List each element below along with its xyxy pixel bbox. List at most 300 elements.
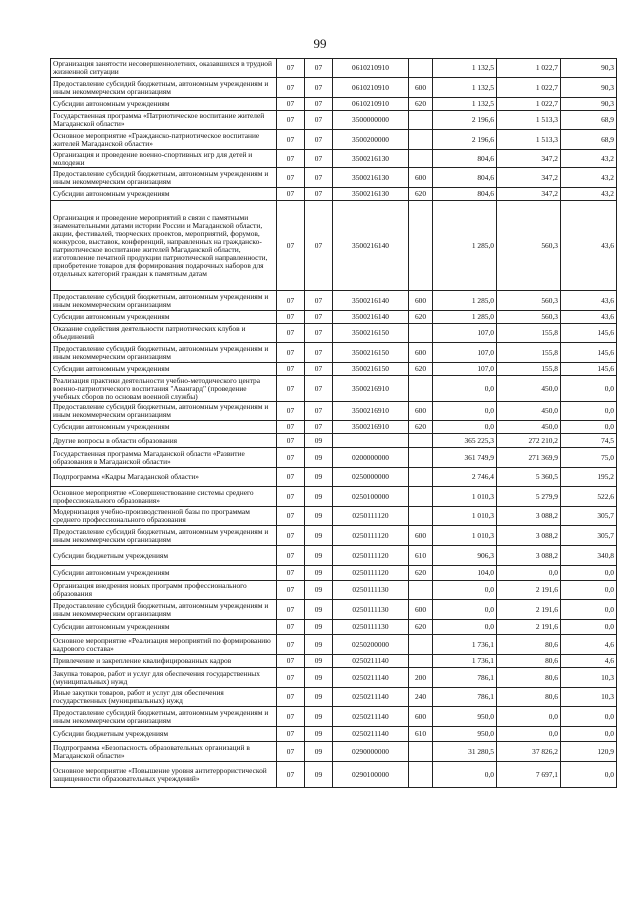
subsection-code: 07 (305, 291, 333, 311)
execution-percent: 0,0 (561, 620, 617, 635)
section-code: 07 (277, 363, 305, 376)
execution-percent: 0,0 (561, 762, 617, 788)
row-name: Основное мероприятие «Совершенствование системы среднего профессионального образования» (51, 487, 277, 507)
subsection-code: 09 (305, 600, 333, 620)
expense-type-code (409, 111, 433, 130)
execution-percent: 0,0 (561, 402, 617, 421)
row-name: Субсидии автономным учреждениям (51, 188, 277, 201)
actual-amount: 450,0 (497, 421, 561, 434)
actual-amount: 1 513,3 (497, 130, 561, 150)
planned-amount: 104,0 (433, 566, 497, 581)
execution-percent: 68,9 (561, 111, 617, 130)
execution-percent: 10,3 (561, 668, 617, 688)
table-row (51, 188, 617, 201)
expense-type-code: 620 (409, 566, 433, 581)
subsection-code: 09 (305, 581, 333, 600)
section-code: 07 (277, 150, 305, 168)
subsection-code: 07 (305, 130, 333, 150)
planned-amount: 361 749,9 (433, 448, 497, 468)
actual-amount: 271 369,9 (497, 448, 561, 468)
table-row (51, 688, 617, 707)
table-row (51, 707, 617, 727)
target-article-code: 0250111120 (333, 526, 409, 546)
planned-amount: 0,0 (433, 581, 497, 600)
table-row (51, 507, 617, 526)
table-row (51, 655, 617, 668)
row-name: Субсидии бюджетным учреждениям (51, 546, 277, 566)
target-article-code: 0250111120 (333, 546, 409, 566)
table-row (51, 421, 617, 434)
subsection-code: 09 (305, 688, 333, 707)
execution-percent: 43,2 (561, 168, 617, 188)
expense-type-code: 600 (409, 600, 433, 620)
section-code: 07 (277, 742, 305, 762)
expense-type-code: 620 (409, 421, 433, 434)
row-name: Организация и проведение мероприятий в связи с памятными знаменательными датами истории России и Магаданской области, акции, фестивалей, творческих проектов, мероприятий, форумов, конкурсов, выставок, конференций, направленных на гражданско-патриотическое воспитание жителей Магаданской области, изготовление печатной продукции патриотической направленности, приобретение товаров для формирования подарочных наборов для отдельных категорий граждан к памятным датам (51, 201, 277, 291)
actual-amount: 2 191,6 (497, 600, 561, 620)
actual-amount: 272 210,2 (497, 434, 561, 448)
execution-percent: 4,6 (561, 655, 617, 668)
expense-type-code: 600 (409, 526, 433, 546)
row-name: Предоставление субсидий бюджетным, автономным учреждениям и иным некоммерческим организациям (51, 78, 277, 98)
table-row (51, 526, 617, 546)
subsection-code: 09 (305, 487, 333, 507)
section-code: 07 (277, 291, 305, 311)
planned-amount: 2 746,4 (433, 468, 497, 487)
table-row (51, 59, 617, 78)
target-article-code: 3500216140 (333, 311, 409, 324)
execution-percent: 145,6 (561, 343, 617, 363)
actual-amount: 5 279,9 (497, 487, 561, 507)
actual-amount: 3 088,2 (497, 546, 561, 566)
row-name: Иные закупки товаров, работ и услуг для обеспечения государственных (муниципальных) нужд (51, 688, 277, 707)
execution-percent: 0,0 (561, 376, 617, 402)
target-article-code: 0250111120 (333, 507, 409, 526)
subsection-code: 07 (305, 363, 333, 376)
execution-percent: 43,6 (561, 201, 617, 291)
planned-amount: 786,1 (433, 688, 497, 707)
section-code: 07 (277, 655, 305, 668)
section-code: 07 (277, 130, 305, 150)
table-row (51, 111, 617, 130)
planned-amount: 2 196,6 (433, 130, 497, 150)
actual-amount: 1 022,7 (497, 98, 561, 111)
section-code: 07 (277, 98, 305, 111)
row-name: Предоставление субсидий бюджетным, автономным учреждениям и иным некоммерческим организациям (51, 343, 277, 363)
subsection-code: 09 (305, 620, 333, 635)
actual-amount: 560,3 (497, 291, 561, 311)
subsection-code: 09 (305, 546, 333, 566)
actual-amount: 37 826,2 (497, 742, 561, 762)
subsection-code: 09 (305, 468, 333, 487)
target-article-code: 0250211140 (333, 727, 409, 742)
expense-type-code: 620 (409, 188, 433, 201)
table-row (51, 635, 617, 655)
expense-type-code (409, 376, 433, 402)
planned-amount: 0,0 (433, 376, 497, 402)
subsection-code: 07 (305, 311, 333, 324)
section-code: 07 (277, 507, 305, 526)
section-code: 07 (277, 526, 305, 546)
expense-type-code: 610 (409, 546, 433, 566)
planned-amount: 786,1 (433, 668, 497, 688)
row-name: Субсидии автономным учреждениям (51, 620, 277, 635)
planned-amount: 0,0 (433, 421, 497, 434)
planned-amount: 0,0 (433, 762, 497, 788)
section-code: 07 (277, 707, 305, 727)
target-article-code: 0250211140 (333, 655, 409, 668)
actual-amount: 0,0 (497, 566, 561, 581)
section-code: 07 (277, 421, 305, 434)
subsection-code: 07 (305, 201, 333, 291)
section-code: 07 (277, 600, 305, 620)
row-name: Предоставление субсидий бюджетным, автономным учреждениям и иным некоммерческим организациям (51, 600, 277, 620)
row-name: Государственная программа «Патриотическое воспитание жителей Магаданской области» (51, 111, 277, 130)
actual-amount: 1 022,7 (497, 59, 561, 78)
expense-type-code: 600 (409, 291, 433, 311)
execution-percent: 90,3 (561, 98, 617, 111)
subsection-code: 07 (305, 111, 333, 130)
execution-percent: 522,6 (561, 487, 617, 507)
table-row (51, 434, 617, 448)
row-name: Субсидии автономным учреждениям (51, 363, 277, 376)
planned-amount: 2 196,6 (433, 111, 497, 130)
section-code: 07 (277, 376, 305, 402)
expense-type-code (409, 201, 433, 291)
actual-amount: 1 513,3 (497, 111, 561, 130)
execution-percent: 0,0 (561, 707, 617, 727)
subsection-code: 07 (305, 188, 333, 201)
section-code: 07 (277, 188, 305, 201)
execution-percent: 68,9 (561, 130, 617, 150)
expense-type-code: 610 (409, 727, 433, 742)
target-article-code: 0250000000 (333, 468, 409, 487)
expense-type-code: 600 (409, 168, 433, 188)
planned-amount: 0,0 (433, 620, 497, 635)
table-row (51, 376, 617, 402)
actual-amount: 347,2 (497, 150, 561, 168)
row-name: Основное мероприятие «Повышение уровня антитеррористической защищенности образовательных учреждений» (51, 762, 277, 788)
subsection-code: 07 (305, 59, 333, 78)
execution-percent: 10,3 (561, 688, 617, 707)
subsection-code: 09 (305, 707, 333, 727)
expense-type-code (409, 487, 433, 507)
section-code: 07 (277, 201, 305, 291)
actual-amount: 0,0 (497, 727, 561, 742)
expense-type-code: 620 (409, 363, 433, 376)
target-article-code: 3500216130 (333, 150, 409, 168)
section-code: 07 (277, 324, 305, 343)
subsection-code: 09 (305, 526, 333, 546)
actual-amount: 560,3 (497, 201, 561, 291)
expense-type-code (409, 150, 433, 168)
row-name: Субсидии бюджетным учреждениям (51, 727, 277, 742)
section-code: 07 (277, 402, 305, 421)
subsection-code: 07 (305, 98, 333, 111)
actual-amount: 155,8 (497, 324, 561, 343)
expense-type-code: 600 (409, 78, 433, 98)
planned-amount: 107,0 (433, 324, 497, 343)
row-name: Предоставление субсидий бюджетным, автономным учреждениям и иным некоммерческим организациям (51, 291, 277, 311)
planned-amount: 365 225,3 (433, 434, 497, 448)
table-row (51, 581, 617, 600)
execution-percent: 74,5 (561, 434, 617, 448)
planned-amount: 906,3 (433, 546, 497, 566)
target-article-code: 0250100000 (333, 487, 409, 507)
table-row (51, 566, 617, 581)
target-article-code (333, 434, 409, 448)
table-body (51, 59, 617, 788)
row-name: Основное мероприятие «Реализация мероприятий по формированию кадрового состава» (51, 635, 277, 655)
target-article-code: 0250211140 (333, 688, 409, 707)
section-code: 07 (277, 581, 305, 600)
target-article-code: 3500216150 (333, 343, 409, 363)
target-article-code: 3500216150 (333, 363, 409, 376)
target-article-code: 3500216910 (333, 376, 409, 402)
expense-type-code (409, 59, 433, 78)
planned-amount: 1 285,0 (433, 201, 497, 291)
subsection-code: 07 (305, 150, 333, 168)
expense-type-code: 600 (409, 343, 433, 363)
section-code: 07 (277, 111, 305, 130)
table-row (51, 363, 617, 376)
subsection-code: 07 (305, 168, 333, 188)
row-name: Основное мероприятие «Гражданско-патриотическое воспитание жителей Магаданской области» (51, 130, 277, 150)
section-code: 07 (277, 635, 305, 655)
execution-percent: 43,6 (561, 291, 617, 311)
execution-percent: 43,2 (561, 150, 617, 168)
execution-percent: 195,2 (561, 468, 617, 487)
actual-amount: 3 088,2 (497, 507, 561, 526)
table-row (51, 487, 617, 507)
target-article-code: 3500216910 (333, 421, 409, 434)
execution-percent: 145,6 (561, 363, 617, 376)
actual-amount: 5 360,5 (497, 468, 561, 487)
execution-percent: 145,6 (561, 324, 617, 343)
row-name: Субсидии автономным учреждениям (51, 311, 277, 324)
execution-percent: 0,0 (561, 581, 617, 600)
expense-type-code (409, 130, 433, 150)
table-row (51, 762, 617, 788)
target-article-code: 3500200000 (333, 130, 409, 150)
target-article-code: 0250111130 (333, 600, 409, 620)
execution-percent: 0,0 (561, 727, 617, 742)
subsection-code: 09 (305, 507, 333, 526)
row-name: Предоставление субсидий бюджетным, автономным учреждениям и иным некоммерческим организациям (51, 526, 277, 546)
row-name: Организация и проведение военно-спортивных игр для детей и молодежи (51, 150, 277, 168)
row-name: Закупка товаров, работ и услуг для обеспечения государственных (муниципальных) нужд (51, 668, 277, 688)
subsection-code: 09 (305, 566, 333, 581)
actual-amount: 80,6 (497, 668, 561, 688)
planned-amount: 0,0 (433, 600, 497, 620)
planned-amount: 1 132,5 (433, 98, 497, 111)
execution-percent: 305,7 (561, 507, 617, 526)
row-name: Предоставление субсидий бюджетным, автономным учреждениям и иным некоммерческим организациям (51, 402, 277, 421)
section-code: 07 (277, 448, 305, 468)
table-row (51, 448, 617, 468)
execution-percent: 75,0 (561, 448, 617, 468)
subsection-code: 07 (305, 402, 333, 421)
row-name: Организация занятости несовершеннолетних, оказавшихся в трудной жизненной ситуации (51, 59, 277, 78)
table-row (51, 343, 617, 363)
subsection-code: 07 (305, 421, 333, 434)
target-article-code: 0250111120 (333, 566, 409, 581)
execution-percent: 305,7 (561, 526, 617, 546)
expense-type-code (409, 324, 433, 343)
expense-type-code (409, 742, 433, 762)
expense-type-code (409, 434, 433, 448)
table-row (51, 168, 617, 188)
row-name: Подпрограмма «Безопасность образовательных организаций в Магаданской области» (51, 742, 277, 762)
actual-amount: 450,0 (497, 376, 561, 402)
table-row (51, 311, 617, 324)
section-code: 07 (277, 668, 305, 688)
table-row (51, 668, 617, 688)
target-article-code: 0610210910 (333, 78, 409, 98)
actual-amount: 7 697,1 (497, 762, 561, 788)
planned-amount: 1 285,0 (433, 311, 497, 324)
target-article-code: 0250111130 (333, 581, 409, 600)
planned-amount: 804,6 (433, 168, 497, 188)
row-name: Субсидии автономным учреждениям (51, 98, 277, 111)
section-code: 07 (277, 59, 305, 78)
expense-type-code (409, 635, 433, 655)
row-name: Подпрограмма «Кадры Магаданской области» (51, 468, 277, 487)
execution-percent: 90,3 (561, 78, 617, 98)
section-code: 07 (277, 311, 305, 324)
planned-amount: 1 736,1 (433, 635, 497, 655)
planned-amount: 31 280,5 (433, 742, 497, 762)
actual-amount: 80,6 (497, 655, 561, 668)
row-name: Предоставление субсидий бюджетным, автономным учреждениям и иным некоммерческим организациям (51, 168, 277, 188)
actual-amount: 0,0 (497, 707, 561, 727)
target-article-code: 3500000000 (333, 111, 409, 130)
planned-amount: 1 010,3 (433, 526, 497, 546)
target-article-code: 0290000000 (333, 742, 409, 762)
expense-type-code: 240 (409, 688, 433, 707)
table-row (51, 201, 617, 291)
target-article-code: 3500216140 (333, 291, 409, 311)
actual-amount: 80,6 (497, 688, 561, 707)
execution-percent: 0,0 (561, 600, 617, 620)
row-name: Субсидии автономным учреждениям (51, 566, 277, 581)
actual-amount: 450,0 (497, 402, 561, 421)
planned-amount: 950,0 (433, 707, 497, 727)
actual-amount: 2 191,6 (497, 581, 561, 600)
subsection-code: 09 (305, 668, 333, 688)
row-name: Оказание содействия деятельности патриотических клубов и объединений (51, 324, 277, 343)
row-name: Организация внедрения новых программ профессионального образования (51, 581, 277, 600)
subsection-code: 09 (305, 434, 333, 448)
section-code: 07 (277, 434, 305, 448)
table-row (51, 291, 617, 311)
row-name: Другие вопросы в области образования (51, 434, 277, 448)
planned-amount: 107,0 (433, 363, 497, 376)
execution-percent: 340,8 (561, 546, 617, 566)
expense-type-code: 620 (409, 98, 433, 111)
section-code: 07 (277, 620, 305, 635)
section-code: 07 (277, 546, 305, 566)
planned-amount: 1 132,5 (433, 78, 497, 98)
subsection-code: 09 (305, 742, 333, 762)
subsection-code: 07 (305, 78, 333, 98)
target-article-code: 0250200000 (333, 635, 409, 655)
row-name: Субсидии автономным учреждениям (51, 421, 277, 434)
target-article-code: 0250211140 (333, 668, 409, 688)
planned-amount: 1 010,3 (433, 487, 497, 507)
actual-amount: 80,6 (497, 635, 561, 655)
row-name: Модернизация учебно-производственной базы по программам среднего профессионального образования (51, 507, 277, 526)
table-row (51, 150, 617, 168)
table-row (51, 468, 617, 487)
row-name: Реализация практики деятельности учебно-методического центра военно-патриотического воспитания "Авангард" (проведение учебных сборов по основам военной службы) (51, 376, 277, 402)
execution-percent: 0,0 (561, 421, 617, 434)
section-code: 07 (277, 487, 305, 507)
planned-amount: 1 736,1 (433, 655, 497, 668)
subsection-code: 09 (305, 727, 333, 742)
actual-amount: 3 088,2 (497, 526, 561, 546)
expense-type-code (409, 762, 433, 788)
table-row (51, 727, 617, 742)
target-article-code: 3500216910 (333, 402, 409, 421)
planned-amount: 1 010,3 (433, 507, 497, 526)
planned-amount: 1 132,5 (433, 59, 497, 78)
table-row (51, 130, 617, 150)
target-article-code: 0610210910 (333, 98, 409, 111)
actual-amount: 155,8 (497, 343, 561, 363)
section-code: 07 (277, 168, 305, 188)
section-code: 07 (277, 343, 305, 363)
subsection-code: 07 (305, 324, 333, 343)
subsection-code: 09 (305, 448, 333, 468)
target-article-code: 0200000000 (333, 448, 409, 468)
execution-percent: 43,2 (561, 188, 617, 201)
section-code: 07 (277, 688, 305, 707)
expense-type-code (409, 581, 433, 600)
table-row (51, 98, 617, 111)
planned-amount: 950,0 (433, 727, 497, 742)
target-article-code: 0610210910 (333, 59, 409, 78)
subsection-code: 09 (305, 655, 333, 668)
subsection-code: 09 (305, 762, 333, 788)
subsection-code: 09 (305, 635, 333, 655)
expense-type-code: 620 (409, 620, 433, 635)
target-article-code: 3500216150 (333, 324, 409, 343)
planned-amount: 107,0 (433, 343, 497, 363)
section-code: 07 (277, 762, 305, 788)
actual-amount: 560,3 (497, 311, 561, 324)
target-article-code: 0250111130 (333, 620, 409, 635)
row-name: Предоставление субсидий бюджетным, автономным учреждениям и иным некоммерческим организациям (51, 707, 277, 727)
section-code: 07 (277, 566, 305, 581)
execution-percent: 120,9 (561, 742, 617, 762)
expense-type-code (409, 468, 433, 487)
expense-type-code: 600 (409, 402, 433, 421)
row-name: Привлечение и закрепление квалифицированных кадров (51, 655, 277, 668)
table-row (51, 324, 617, 343)
table-row (51, 546, 617, 566)
target-article-code: 3500216130 (333, 188, 409, 201)
expense-type-code: 200 (409, 668, 433, 688)
row-name: Государственная программа Магаданской области «Развитие образования в Магаданской области» (51, 448, 277, 468)
actual-amount: 155,8 (497, 363, 561, 376)
budget-table (50, 58, 617, 788)
subsection-code: 07 (305, 376, 333, 402)
actual-amount: 2 191,6 (497, 620, 561, 635)
actual-amount: 347,2 (497, 168, 561, 188)
expense-type-code: 600 (409, 707, 433, 727)
planned-amount: 804,6 (433, 188, 497, 201)
